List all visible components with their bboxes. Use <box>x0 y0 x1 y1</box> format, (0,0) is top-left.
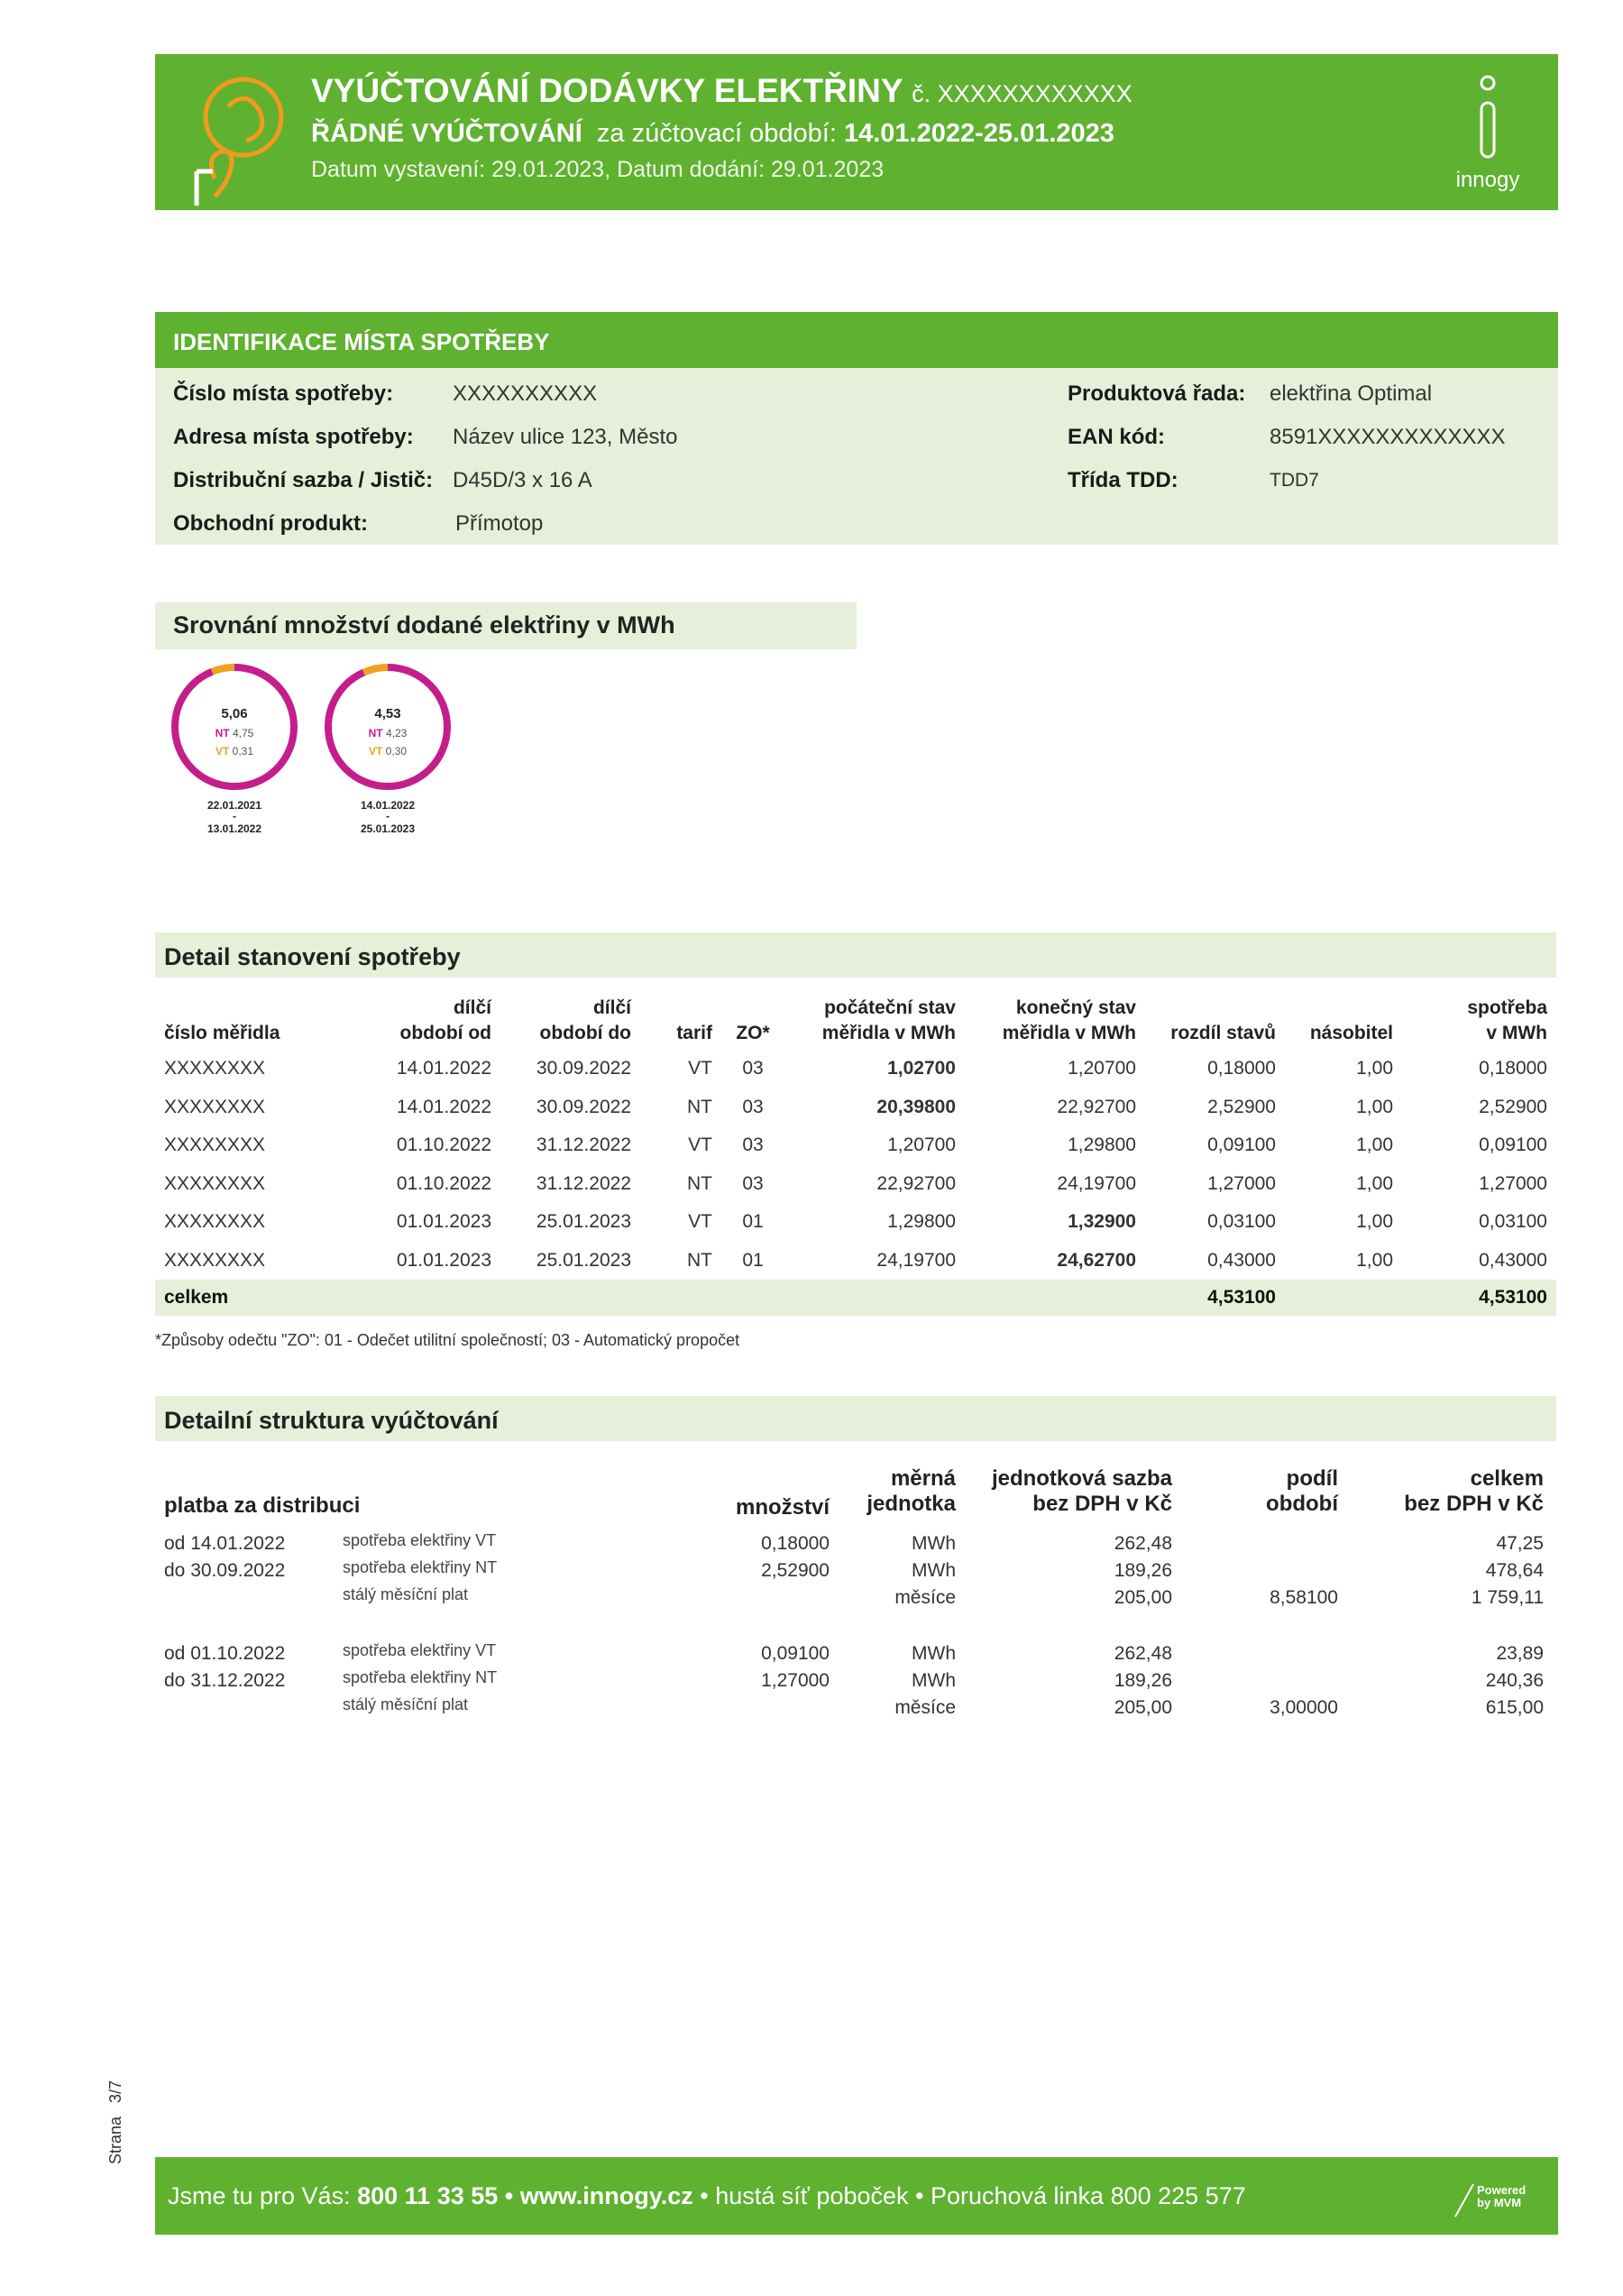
col-mult: násobitel <box>1309 1023 1393 1043</box>
item-unit: MWh <box>912 1643 956 1664</box>
item-name: stálý měsíční plat <box>343 1695 469 1713</box>
mult-cell: 1,00 <box>1356 1058 1393 1079</box>
donut-vt: VT 0,31 <box>215 745 254 758</box>
header-unit: měrná jednotka <box>867 1466 956 1516</box>
donut-chart <box>311 649 464 848</box>
slash-icon <box>1450 2181 1477 2220</box>
table-row <box>155 1203 1556 1242</box>
tdd-value: TDD7 <box>1270 470 1319 491</box>
tariff-cell: NT <box>687 1096 712 1117</box>
cons-cell: 0,09100 <box>1479 1134 1547 1156</box>
to-cell: 30.09.2022 <box>536 1058 631 1079</box>
from-cell: 01.01.2023 <box>396 1249 491 1271</box>
tariff-breaker-label: Distribuční sazba / Jistič: <box>173 468 434 492</box>
tariff-cell: NT <box>687 1172 712 1194</box>
tariff-cell: VT <box>688 1058 712 1079</box>
item-qty: 0,18000 <box>761 1533 830 1554</box>
item-rate: 262,48 <box>1114 1643 1172 1664</box>
empty-cell <box>1285 1280 1402 1316</box>
col-zo: ZO* <box>736 1023 770 1043</box>
item-name: spotřeba elektřiny VT <box>343 1531 497 1549</box>
brand-name: innogy <box>1455 168 1520 192</box>
section-title: platba za distribuci <box>164 1493 361 1518</box>
end-cell: 1,32900 <box>1068 1211 1136 1233</box>
detail-title: Detail stanovení spotřeby <box>164 943 461 970</box>
header-qty: množství <box>735 1495 830 1520</box>
item-unit: měsíce <box>894 1697 956 1718</box>
zo-cell: 03 <box>742 1096 764 1117</box>
donut-nt: NT 4,75 <box>215 727 254 739</box>
header-share: podíl období <box>1266 1466 1338 1516</box>
item-rate: 205,00 <box>1114 1587 1172 1608</box>
consumption-point-label: Číslo místa spotřeby: <box>173 381 394 406</box>
item-rate: 189,26 <box>1114 1670 1172 1691</box>
to-cell: 25.01.2023 <box>536 1249 631 1271</box>
empty-cell <box>721 1280 784 1316</box>
donut-period-from: 14.01.2022 <box>360 799 416 812</box>
billing-period: ŘÁDNÉ VYÚČTOVÁNÍ za zúčtovací období: 14.01.2022-25.01.2023 <box>311 119 1114 148</box>
from-cell: 14.01.2022 <box>396 1096 491 1117</box>
item-total: 615,00 <box>1485 1697 1544 1718</box>
meter-cell: XXXXXXXX <box>164 1134 266 1156</box>
item-name: spotřeba elektřiny NT <box>343 1668 498 1686</box>
item-total: 240,36 <box>1485 1670 1544 1691</box>
meter-cell: XXXXXXXX <box>164 1058 266 1079</box>
cons-cell: 0,03100 <box>1479 1211 1547 1233</box>
diff-cell: 1,27000 <box>1207 1172 1276 1194</box>
col-meter: číslo měřidla <box>164 1023 280 1043</box>
end-cell: 22,92700 <box>1057 1096 1136 1117</box>
item-qty: 0,09100 <box>761 1643 830 1664</box>
item-unit: MWh <box>912 1670 956 1691</box>
ean-value: 8591XXXXXXXXXXXXX <box>1270 425 1506 449</box>
mult-cell: 1,00 <box>1356 1134 1393 1156</box>
detail-header-row <box>155 992 1556 1050</box>
item-total: 47,25 <box>1496 1533 1544 1554</box>
diff-cell: 0,03100 <box>1207 1211 1276 1233</box>
to-cell: 25.01.2023 <box>536 1211 631 1233</box>
zo-cell: 03 <box>742 1134 764 1156</box>
empty-cell <box>640 1280 721 1316</box>
tariff-cell: VT <box>688 1211 712 1233</box>
table-row <box>155 1165 1556 1204</box>
diff-cell: 0,18000 <box>1207 1058 1276 1079</box>
donut-period-to: 25.01.2023 <box>360 822 416 835</box>
donut-vt: VT 0,30 <box>368 745 408 758</box>
document-title: VYÚČTOVÁNÍ DODÁVKY ELEKTŘINY č. XXXXXXXXXXXX <box>311 72 1132 109</box>
meter-cell: XXXXXXXX <box>164 1172 266 1194</box>
donut-period-dash: - <box>386 810 390 822</box>
empty-cell <box>965 1280 1145 1316</box>
from-cell: 01.10.2022 <box>396 1134 491 1156</box>
from-cell: 14.01.2022 <box>396 1058 491 1079</box>
tdd-label: Třída TDD: <box>1068 468 1178 492</box>
consumption-point-value: XXXXXXXXXX <box>453 381 598 406</box>
mult-cell: 1,00 <box>1356 1249 1393 1271</box>
diff-cell: 2,52900 <box>1207 1096 1276 1117</box>
item-unit: MWh <box>912 1560 956 1581</box>
header-rate: jednotková sazba bez DPH v Kč <box>991 1466 1172 1516</box>
item-rate: 189,26 <box>1114 1560 1172 1581</box>
header-total: celkem bez DPH v Kč <box>1404 1466 1544 1516</box>
cons-cell: 1,27000 <box>1479 1172 1547 1194</box>
col-diff: rozdíl stavů <box>1170 1023 1276 1043</box>
footer-contact: Jsme tu pro Vás: 800 11 33 55 • www.innogy.cz • hustá síť poboček • Poruchová linka 800 225 577 <box>168 2182 1246 2209</box>
end-cell: 1,29800 <box>1068 1134 1136 1156</box>
from-cell: 01.10.2022 <box>396 1172 491 1194</box>
item-total: 23,89 <box>1496 1643 1544 1664</box>
cons-cell: 0,18000 <box>1479 1058 1547 1079</box>
total-cons: 4,53100 <box>1402 1280 1556 1316</box>
end-cell: 24,19700 <box>1057 1172 1136 1194</box>
address-value: Název ulice 123, Město <box>453 425 678 449</box>
identification-title: IDENTIFIKACE MÍSTA SPOTŘEBY <box>173 328 550 355</box>
col-tariff: tarif <box>676 1023 712 1043</box>
product-value: Přímotop <box>455 511 544 536</box>
item-rate: 262,48 <box>1114 1533 1172 1554</box>
meter-cell: XXXXXXXX <box>164 1249 266 1271</box>
period-to: do 30.09.2022 <box>164 1560 286 1581</box>
tariff-cell: NT <box>687 1249 712 1271</box>
donut-nt: NT 4,23 <box>368 727 408 739</box>
period-from: od 14.01.2022 <box>164 1533 286 1554</box>
ean-label: EAN kód: <box>1068 425 1165 449</box>
total-diff: 4,53100 <box>1145 1280 1285 1316</box>
cons-cell: 0,43000 <box>1479 1249 1547 1271</box>
item-unit: měsíce <box>894 1587 956 1608</box>
start-cell: 20,39800 <box>876 1096 956 1117</box>
start-cell: 22,92700 <box>876 1172 956 1194</box>
structure-title: Detailní struktura vyúčtování <box>164 1407 499 1434</box>
table-row <box>155 1126 1556 1165</box>
col-to: dílčí období do <box>539 997 631 1043</box>
comparison-title: Srovnání množství dodané elektřiny v MWh <box>173 611 675 638</box>
zo-cell: 01 <box>742 1249 764 1271</box>
col-start: počáteční stav měřidla v MWh <box>821 997 956 1043</box>
diff-cell: 0,43000 <box>1207 1249 1276 1271</box>
start-cell: 1,20700 <box>887 1134 956 1156</box>
donut-chart <box>158 649 311 848</box>
item-name: spotřeba elektřiny VT <box>343 1641 497 1659</box>
empty-cell <box>500 1280 640 1316</box>
diff-cell: 0,09100 <box>1207 1134 1276 1156</box>
meter-cell: XXXXXXXX <box>164 1096 266 1117</box>
comparison-donuts <box>155 649 480 848</box>
to-cell: 31.12.2022 <box>536 1134 631 1156</box>
zo-cell: 01 <box>742 1211 764 1233</box>
period-to: do 31.12.2022 <box>164 1670 286 1691</box>
bulb-logo-icon <box>179 70 287 206</box>
item-qty: 1,27000 <box>761 1670 830 1691</box>
start-cell: 1,29800 <box>887 1211 956 1233</box>
col-cons: spotřeba v MWh <box>1467 997 1547 1043</box>
start-cell: 24,19700 <box>876 1249 956 1271</box>
donut-period-to: 13.01.2022 <box>206 822 262 835</box>
end-cell: 24,62700 <box>1057 1249 1136 1271</box>
meter-cell: XXXXXXXX <box>164 1211 266 1233</box>
issue-dates: Datum vystavení: 29.01.2023, Datum dodání: 29.01.2023 <box>311 157 885 182</box>
to-cell: 31.12.2022 <box>536 1172 631 1194</box>
product-label: Obchodní produkt: <box>173 511 368 536</box>
mult-cell: 1,00 <box>1356 1096 1393 1117</box>
item-unit: MWh <box>912 1533 956 1554</box>
empty-cell <box>784 1280 965 1316</box>
col-from: dílčí období od <box>399 997 491 1043</box>
zo-cell: 03 <box>742 1172 764 1194</box>
item-share: 3,00000 <box>1270 1697 1338 1718</box>
website-link[interactable]: www.innogy.cz <box>519 2182 693 2209</box>
from-cell: 01.01.2023 <box>396 1211 491 1233</box>
cons-cell: 2,52900 <box>1479 1096 1547 1117</box>
footnote: *Způsoby odečtu "ZO": 01 - Odečet utilitní společností; 03 - Automatický propočet <box>155 1331 740 1349</box>
mult-cell: 1,00 <box>1356 1172 1393 1194</box>
item-share: 8,58100 <box>1270 1587 1338 1608</box>
page-number: Strana 3/7 <box>106 2080 124 2164</box>
donut-period-dash: - <box>233 810 236 822</box>
product-line-value: elektřina Optimal <box>1270 381 1433 406</box>
item-rate: 205,00 <box>1114 1697 1172 1718</box>
consumption-detail-table <box>155 992 1556 1316</box>
tariff-cell: VT <box>688 1134 712 1156</box>
donut-total: 5,06 <box>221 706 248 721</box>
table-row <box>155 1050 1556 1088</box>
item-name: stálý měsíční plat <box>343 1585 469 1603</box>
period-from: od 01.10.2022 <box>164 1643 286 1664</box>
to-cell: 30.09.2022 <box>536 1096 631 1117</box>
mult-cell: 1,00 <box>1356 1211 1393 1233</box>
donut-total: 4,53 <box>374 706 401 721</box>
powered-by-mvm: Powered by MVM <box>1477 2183 1527 2209</box>
item-qty: 2,52900 <box>761 1560 830 1581</box>
end-cell: 1,20700 <box>1068 1058 1136 1079</box>
address-label: Adresa místa spotřeby: <box>173 425 414 449</box>
total-label: celkem <box>155 1280 361 1316</box>
start-cell: 1,02700 <box>887 1058 956 1079</box>
total-row <box>155 1280 1556 1316</box>
empty-cell <box>361 1280 500 1316</box>
donut-period-from: 22.01.2021 <box>206 799 262 812</box>
item-name: spotřeba elektřiny NT <box>343 1558 498 1576</box>
col-end: konečný stav měřidla v MWh <box>1002 997 1136 1043</box>
tariff-breaker-value: D45D/3 x 16 A <box>453 468 592 492</box>
product-line-label: Produktová řada: <box>1068 381 1246 406</box>
zo-cell: 03 <box>742 1058 764 1079</box>
hotline-link[interactable]: 800 11 33 55 <box>357 2182 499 2209</box>
table-row <box>155 1242 1556 1281</box>
item-total: 478,64 <box>1485 1560 1544 1581</box>
table-row <box>155 1088 1556 1127</box>
item-total: 1 759,11 <box>1471 1587 1544 1608</box>
